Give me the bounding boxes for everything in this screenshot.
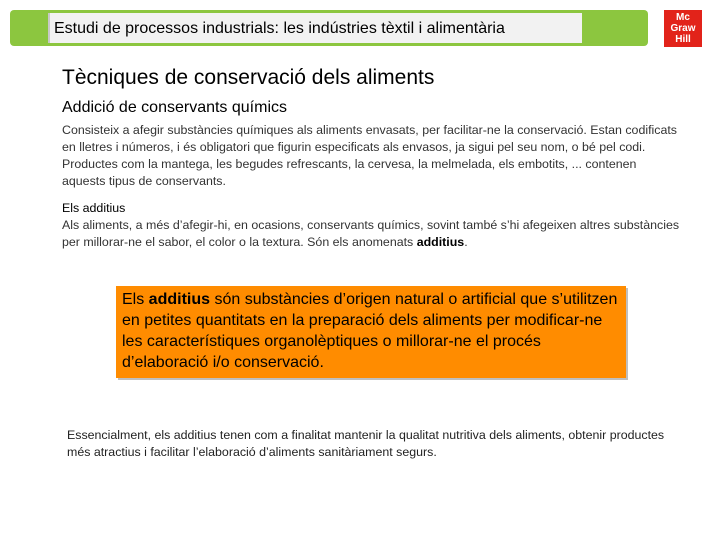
highlight-bold: additius bbox=[148, 291, 211, 308]
section-subtitle: Addició de conservants químics bbox=[62, 99, 287, 116]
paragraph-conservants: Consisteix a afegir substàncies químiques als aliments envasats, per facilitar-ne la conservació. Estan codificats en lletres i números, i és obligatori que figurin especificats als envasos, ja sigui pel seu nom, o bé pel codi. Productes com la mantega, les begudes refrescants, la cervesa, la melmelada, els embotits, ... contenen aquests tipus de conservants. bbox=[62, 123, 678, 188]
highlight-rest: són substàncies d’origen natural o artificial que s’utilitzen en petites quantitats en la preparació dels aliments per modificar-ne les característiques organolèptiques o millorar-ne el procés d’elaboració i/o conservació. bbox=[122, 291, 618, 371]
mcgraw-hill-logo bbox=[664, 10, 702, 47]
paragraph-finalitat: Essencialment, els additius tenen com a finalitat mantenir la qualitat nutritiva dels aliments, obtenir productes més atractius i facilitar l’elaboració d’aliments sanitàriament segurs. bbox=[67, 428, 665, 459]
logo-line-3: Hill bbox=[675, 34, 691, 45]
paragraph-additius-end: . bbox=[464, 235, 468, 249]
additius-heading: Els additius bbox=[62, 201, 126, 215]
logo-line-2: Graw bbox=[670, 23, 696, 34]
paragraph-additius-bold: additius bbox=[416, 235, 465, 249]
highlight-prefix: Els bbox=[122, 291, 149, 308]
header-title: Estudi de processos industrials: les indústries tèxtil i alimentària bbox=[54, 20, 505, 37]
logo-line-1: Mc bbox=[676, 12, 690, 23]
page-title: Tècniques de conservació dels aliments bbox=[62, 66, 435, 89]
paragraph-additius bbox=[62, 217, 682, 251]
highlight-text bbox=[122, 289, 622, 373]
paragraph-additius-text: Als aliments, a més d’afegir-hi, en ocasions, conservants químics, sovint també s’hi afegeixen altres substàncies per millorar-ne el sabor, el color o la textura. Són els anomenats bbox=[62, 218, 680, 249]
